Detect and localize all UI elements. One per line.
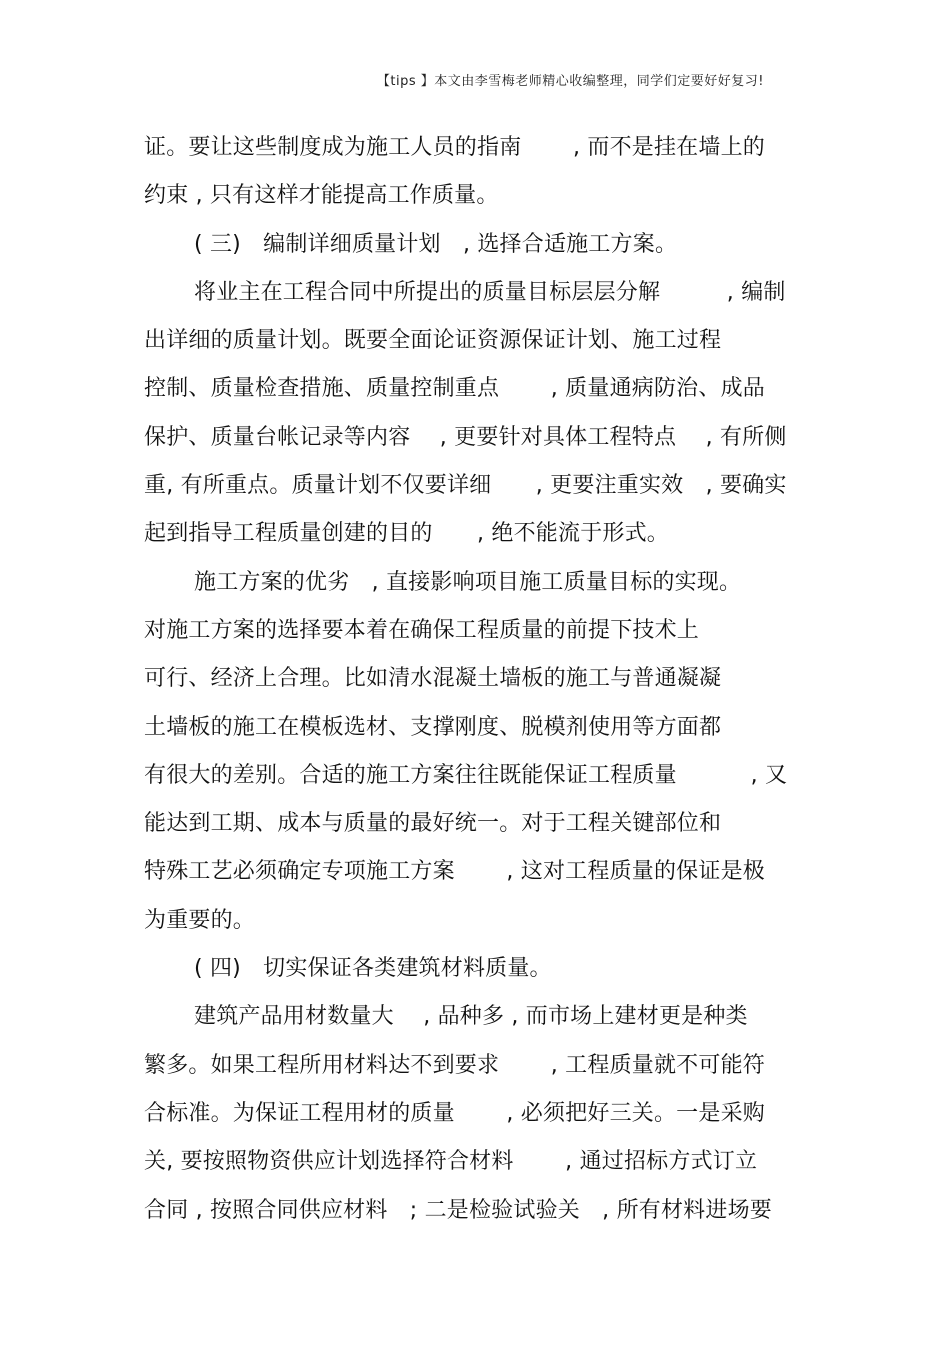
text-line: 对施工方案的选择要本着在确保工程质量的前提下技术上 bbox=[144, 617, 700, 643]
text-line: 关, 要按照物资供应计划选择符合材料 , 通过招标方式订立 bbox=[144, 1149, 758, 1175]
header-tips-note: 【tips 】本文由李雪梅老师精心收编整理，同学们定要好好复习! bbox=[376, 74, 764, 89]
text-line: 建筑产品用材数量大 , 品种多 , 而市场上建材更是种类 bbox=[194, 1004, 748, 1030]
text-line: 施工方案的优劣 , 直接影响项目施工质量目标的实现。 bbox=[194, 569, 742, 595]
text-line: 有很大的差别。合适的施工方案往往既能保证工程质量 , 又 bbox=[144, 762, 788, 788]
text-line: 土墙板的施工在模板选材、支撑刚度、脱模剂使用等方面都 bbox=[144, 714, 722, 740]
text-line: 能达到工期、成本与质量的最好统一。对于工程关键部位和 bbox=[144, 811, 722, 837]
section-heading-4: ( 四) 切实保证各类建筑材料质量。 bbox=[194, 956, 552, 982]
text-line: 控制、质量检查措施、质量控制重点 , 质量通病防治、成品 bbox=[144, 376, 765, 402]
text-line: 重, 有所重点。质量计划不仅要详细 , 更要注重实效 , 要确实 bbox=[144, 473, 787, 499]
text-line: 特殊工艺必须确定专项施工方案 , 这对工程质量的保证是极 bbox=[144, 859, 765, 885]
text-line: 为重要的。 bbox=[144, 907, 256, 933]
text-line: 出详细的质量计划。既要全面论证资源保证计划、施工过程 bbox=[144, 328, 722, 354]
document-body bbox=[144, 124, 824, 1235]
text-line: 保护、质量台帐记录等内容 , 更要针对具体工程特点 , 有所侧 bbox=[144, 424, 787, 450]
text-line: 可行、经济上合理。比如清水混凝土墙板的施工与普通凝凝 bbox=[144, 666, 722, 692]
text-line: 起到指导工程质量创建的目的 , 绝不能流于形式。 bbox=[144, 521, 669, 547]
text-line: 繁多。如果工程所用材料达不到要求 , 工程质量就不可能符 bbox=[144, 1052, 765, 1078]
text-line: 合标准。为保证工程用材的质量 , 必须把好三关。一是采购 bbox=[144, 1100, 765, 1126]
text-line: 约束 , 只有这样才能提高工作质量。 bbox=[144, 183, 499, 209]
text-line: 将业主在工程合同中所提出的质量目标层层分解 , 编制 bbox=[194, 279, 786, 305]
text-line: 合同 , 按照合同供应材料 ; 二是检验试验关 , 所有材料进场要 bbox=[144, 1197, 772, 1223]
text-line: 证。要让这些制度成为施工人员的指南 , 而不是挂在墙上的 bbox=[144, 135, 765, 160]
section-heading-3: ( 三) 编制详细质量计划 , 选择合适施工方案。 bbox=[194, 231, 678, 257]
